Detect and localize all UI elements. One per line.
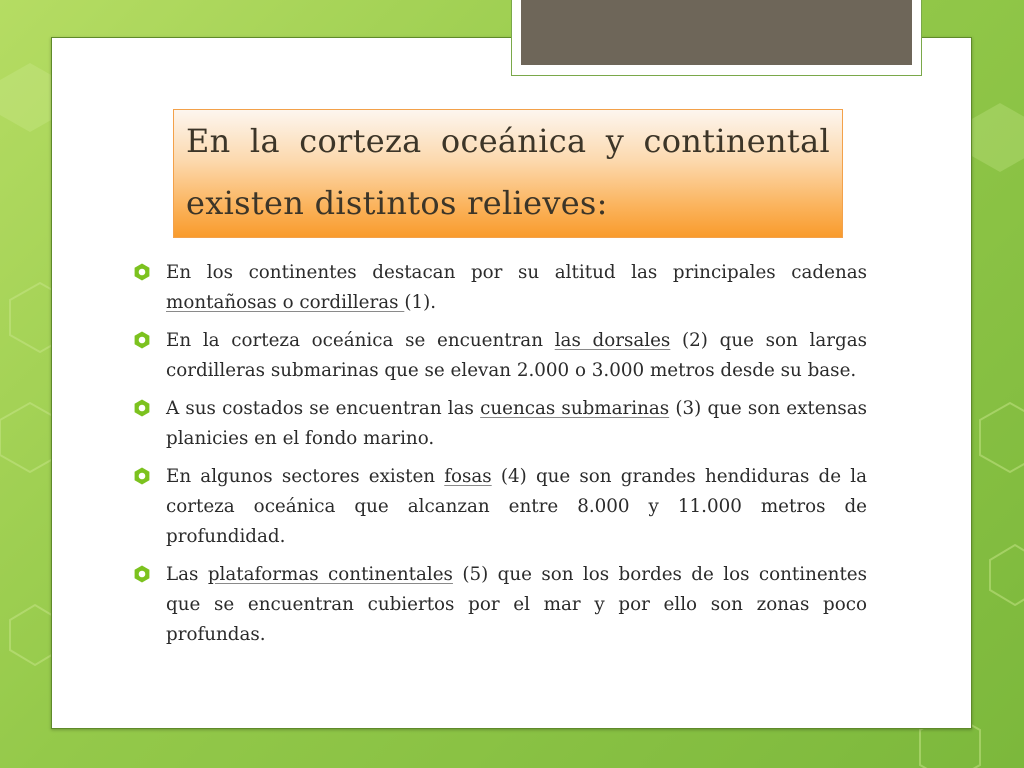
bullet-ring-icon [133,263,151,281]
bullet-ring-icon [133,331,151,349]
bullet-item [133,462,867,552]
bullet-text-after: (5) que son los bordes de los continentes que se encuentran cubiertos por el mar y por ello son zonas poco profundas. [166,564,867,645]
bullet-item [133,394,867,454]
bullet-ring-icon [133,565,151,583]
bullet-text-after: (2) que son largas cordilleras submarinas que se elevan 2.000 o 3.000 metros desde su base. [166,330,867,381]
bullet-item [133,326,867,386]
bullet-text-before: Las [166,564,208,585]
bullet-item [133,258,867,318]
slide-header-tab [511,0,922,76]
bullet-ring-icon [133,467,151,485]
bullet-text-after: (1). [404,292,437,313]
bullet-text-after: (3) que son extensas planicies en el fondo marino. [166,398,868,449]
bullet-text-before: En la corteza oceánica se encuentran [166,330,555,351]
bullet-text-after: (4) que son grandes hendiduras de la corteza oceánica que alcanzan entre 8.000 y 11.000 metros de profundidad. [166,466,867,547]
bullet-text-before: En los continentes destacan por su altitud las principales cadenas [166,262,867,283]
bullet-text-before: En algunos sectores existen [166,466,445,487]
bullet-text-before: A sus costados se encuentran las [166,398,481,419]
bullet-term: plataformas continentales [207,564,453,585]
slide-title: En la corteza oceánica y continental existen distintos relieves: [186,122,830,222]
bullet-term: montañosas o cordilleras [166,292,405,313]
slide-header-tab-fill [521,0,912,65]
bullet-list [133,258,867,658]
bullet-item [133,560,867,650]
title-box [173,109,843,238]
bullet-term: las dorsales [554,330,671,351]
bullet-term: fosas [444,466,492,487]
bullet-term: cuencas submarinas [480,398,670,419]
bullet-ring-icon [133,399,151,417]
